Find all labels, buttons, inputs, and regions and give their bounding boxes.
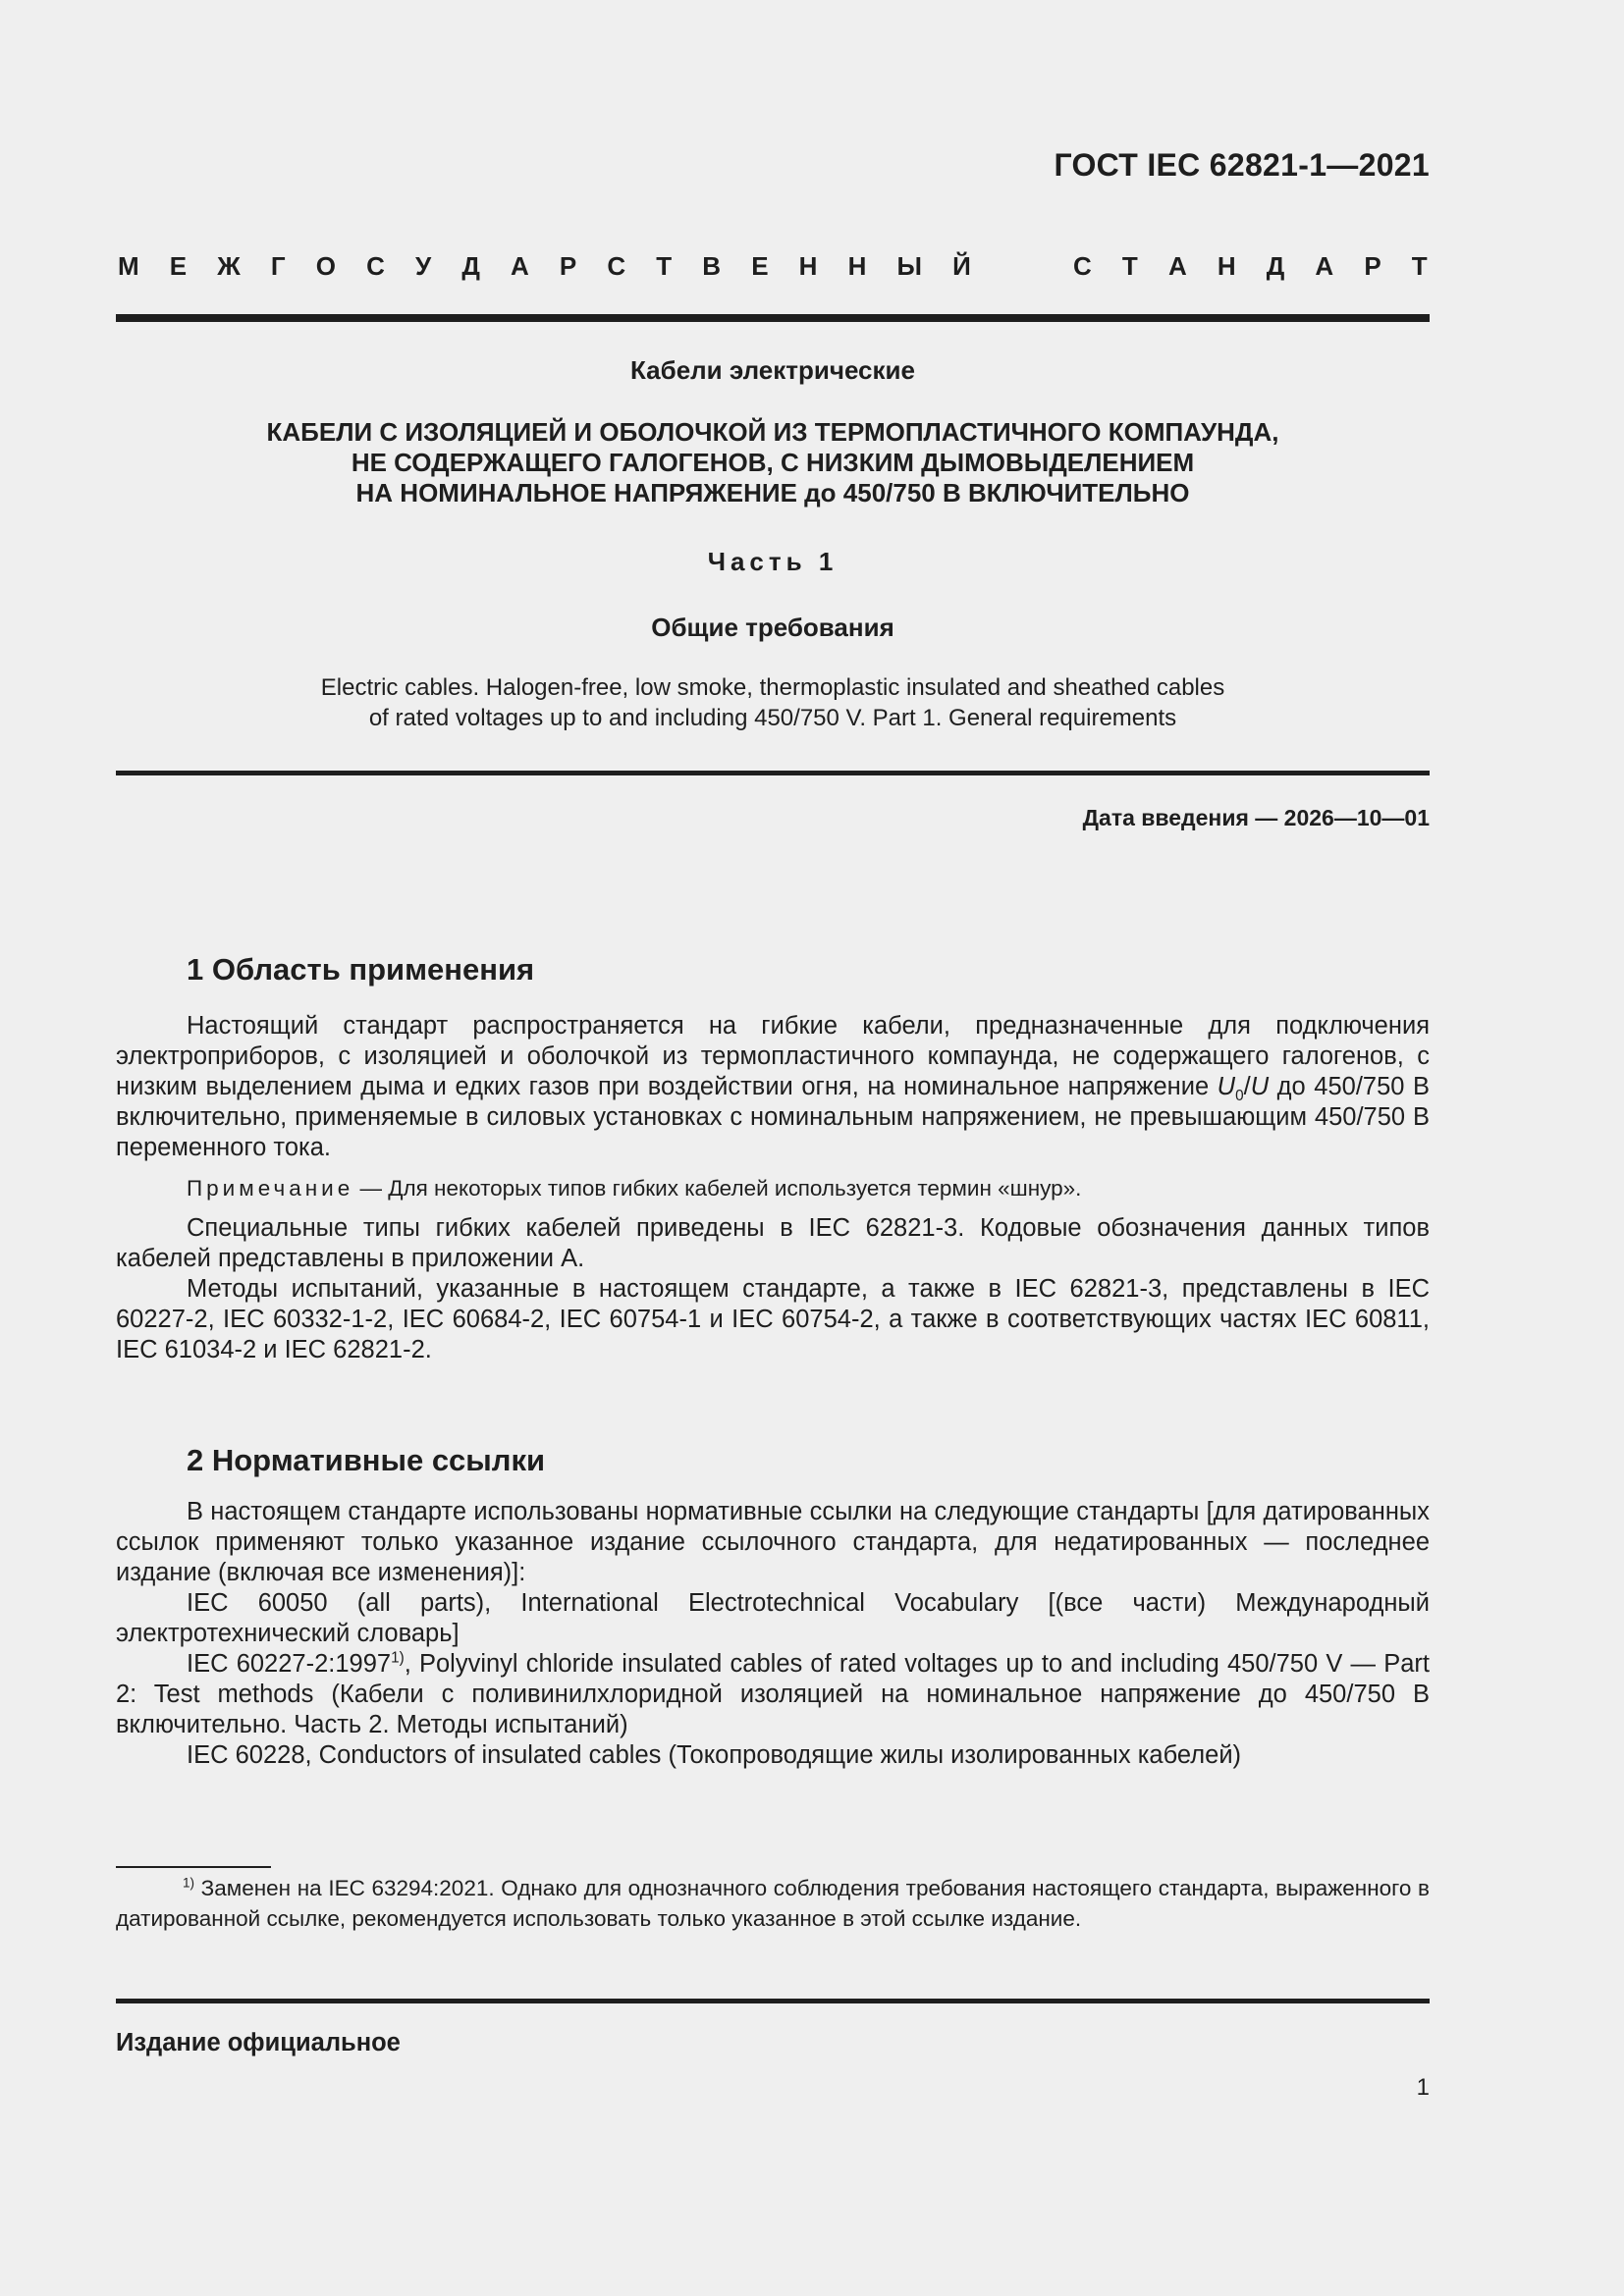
banner-letter: С [1073,251,1092,281]
banner-letter: У [415,251,432,281]
banner-letter: С [607,251,626,281]
banner-letter: С [366,251,385,281]
banner-letter: Н [798,251,818,281]
footnote-separator [116,1866,271,1868]
reference-item: IEC 60050 (all parts), International Electrotechnical Vocabulary [(все части) Международный электротехнический словарь] [116,1589,1430,1647]
banner-letter: Т [1411,251,1428,281]
banner-letter: Г [270,251,286,281]
reference-item: IEC 60228, Conductors of insulated cables (Токопроводящие жилы изолированных кабелей) [187,1741,1242,1769]
note-label: Примечание [187,1176,354,1201]
title-line: КАБЕЛИ С ИЗОЛЯЦИЕЙ И ОБОЛОЧКОЙ ИЗ ТЕРМОПЛАСТИЧНОГО КОМПАУНДА, [266,417,1279,447]
part-number: Часть 1 [707,547,839,576]
banner-letter: Е [169,251,188,281]
title-rule [116,771,1430,775]
banner-letter: Р [559,251,577,281]
banner-letter: Д [461,251,480,281]
banner-letter: Н [1217,251,1236,281]
document-category: Кабели электрические [630,355,915,385]
standard-number: ГОСТ IEC 62821-1—2021 [1054,147,1430,183]
introduction-date: Дата введения — 2026—10—01 [1082,805,1430,830]
paragraph: Специальные типы гибких кабелей приведены в IEC 62821-3. Кодовые обозначения данных типов кабелей представлены в приложении А. [116,1214,1430,1272]
banner-letter: Ж [217,251,241,281]
interstate-standard-banner [116,251,1430,282]
banner-letter: В [702,251,722,281]
footnote-mark: 1) [183,1875,195,1891]
document-title [116,417,1430,508]
footnote-ref[interactable]: 1) [391,1649,405,1667]
banner-letter: А [1167,251,1187,281]
note [116,1173,1430,1203]
paragraph: Методы испытаний, указанные в настоящем стандарте, а также в IEC 62821-3, представлены в IEC 60227-2, IEC 60332-1-2, IEC 60684-2, IEC 60754-1 и IEC 60754-2, а также в соответствующих частях IEC 60811, IEC 61034-2 и IEC 62821-2. [116,1275,1430,1363]
section-1-heading: 1 Область применения [187,952,535,987]
banner-letter: А [1315,251,1334,281]
paragraph: В настоящем стандарте использованы нормативные ссылки на следующие стандарты [для датированных ссылок применяют только указанное издание ссылочного стандарта, для недатированных — последнее издание (включая все изменения)]: [116,1498,1430,1586]
page-number: 1 [1416,2074,1430,2101]
banner-letter: Е [751,251,769,281]
banner-letter: А [511,251,529,281]
banner-letter: Т [1121,251,1138,281]
banner-letter: Р [1364,251,1381,281]
title-line: НА НОМИНАЛЬНОЕ НАПРЯЖЕНИЕ до 450/750 В ВКЛЮЧИТЕЛЬНО [355,478,1190,507]
banner-letter: Й [952,251,971,281]
banner-letter: Д [1266,251,1285,281]
banner-letter: Н [847,251,867,281]
english-title [116,672,1430,733]
document-page [116,0,1430,2296]
section-2-heading: 2 Нормативные ссылки [187,1443,546,1477]
part-title: Общие требования [651,613,894,642]
banner-letter: Ы [896,251,922,281]
reference-item: IEC 60227-2:1997$^{1)}$, Polyvinyl chloride insulated cables of rated voltages up to and including 450/750 V — Part 2: Test methods (Кабели с поливинилхлоридной изоляцией на номинальное напряжение до 450/750 В включительно. Часть 2. Методы испытаний) [116,1649,1430,1738]
banner-letter: М [118,251,139,281]
section-1-body [116,1011,1430,1365]
title-line: НЕ СОДЕРЖАЩЕГО ГАЛОГЕНОВ, С НИЗКИМ ДЫМОВЫДЕЛЕНИЕМ [351,448,1195,477]
paragraph: Настоящий стандарт распространяется на гибкие кабели, предназначенные для подключения электроприборов, с изоляцией и оболочкой из термопластичного компаунда, не содержащего галогенов, с низким выделением дыма и едких газов при воздействии огня, на номинальное напряжение $U_0/U$ до 450/750 В включительно, применяемые в силовых установках с номинальным напряжением, не превышающим 450/750 В переменного тока. [116,1012,1430,1161]
footnote-text: Заменен на IEC 63294:2021. Однако для однозначного соблюдения требования настоящего стандарта, выраженного в датированной ссылке, рекомендуется использовать только указанное в этой ссылке издание. [116,1876,1430,1931]
english-title-line: of rated voltages up to and including 450/750 V. Part 1. General requirements [368,705,1177,731]
footnote [116,1873,1430,1934]
section-2-body [116,1497,1430,1771]
footer-rule [116,1999,1430,2003]
header-rule [116,314,1430,322]
edition-label: Издание официальное [116,2029,401,2056]
banner-letter: О [315,251,336,281]
english-title-line: Electric cables. Halogen-free, low smoke, thermoplastic insulated and sheathed cables [320,674,1225,701]
banner-letter: Т [656,251,673,281]
note-text: — Для некоторых типов гибких кабелей используется термин «шнур». [353,1176,1082,1201]
